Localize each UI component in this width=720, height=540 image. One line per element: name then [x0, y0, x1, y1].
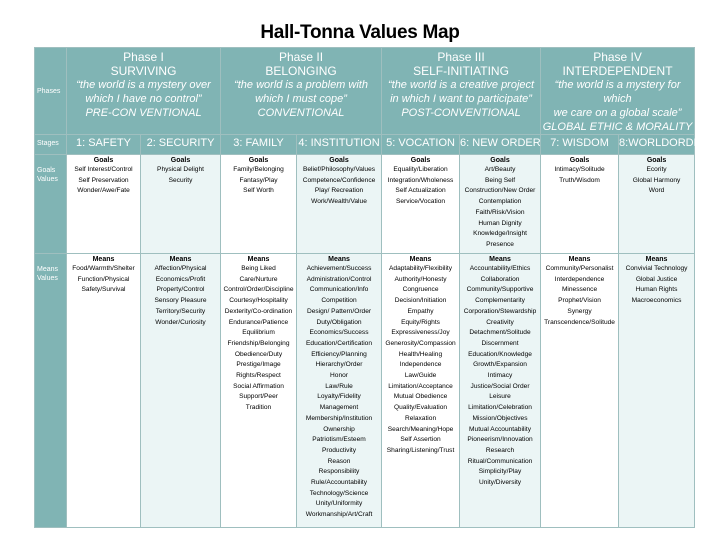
means-value: Ownership: [323, 425, 355, 433]
stage-header: 8:WORLDORDER: [619, 135, 695, 155]
goal-cell: [67, 155, 141, 254]
goal-cell: [382, 155, 460, 254]
means-cell: [297, 254, 382, 528]
goal-value: Family/Belonging: [233, 166, 284, 173]
goal-value: Equality/Liberation: [393, 166, 448, 173]
means-value: Empathy: [407, 307, 434, 315]
stage-header: 2: SECURITY: [141, 135, 221, 155]
means-value: Collaboration: [480, 275, 520, 283]
means-heading: Means: [328, 256, 350, 263]
means-value: Equilibrium: [242, 329, 275, 337]
goal-value: Belief/Philosophy/Values: [302, 166, 376, 173]
goal-heading: Goals: [93, 157, 114, 164]
means-value: Detachment/Solitude: [469, 329, 531, 337]
phase-quote: “the world is a problem with: [234, 79, 368, 91]
means-value: Patriotism/Esteem: [312, 436, 366, 444]
goal-cell: [619, 155, 695, 254]
means-value: Self Assertion: [400, 436, 441, 444]
phase-name: SURVIVING: [110, 64, 177, 78]
means-value: Ritual/Communication: [467, 457, 533, 465]
means-value: Rule/Accountability: [310, 479, 368, 487]
row-label-phases: [35, 48, 67, 135]
means-value: Productivity: [321, 446, 357, 454]
goal-value: Wonder/Awe/Fate: [77, 187, 130, 195]
means-value: Education/Certification: [306, 339, 373, 347]
means-cell: [541, 254, 619, 528]
means-value: Sharing/Listening/Trust: [386, 446, 455, 454]
means-value: Communication/Info: [309, 286, 369, 294]
means-value: Interdependence: [554, 275, 605, 283]
phase-number: Phase II: [279, 50, 324, 64]
phase-quote: which I must cope”: [255, 93, 347, 105]
means-value: Loyalty/Fidelity: [317, 393, 361, 401]
means-value: Hierarchy/Order: [315, 361, 363, 369]
goal-value: Play/ Recreation: [314, 187, 364, 195]
goal-value: Self Preservation: [78, 176, 129, 184]
goal-cell: [460, 155, 541, 254]
goal-value: Work/Wealth/Value: [311, 198, 367, 206]
means-value: Generosity/Compassion: [385, 339, 456, 347]
means-value: Control/Order/Discipline: [223, 286, 294, 294]
means-value: Affection/Physical: [154, 265, 207, 272]
means-value: Macroeconomics: [631, 297, 682, 305]
goal-value: Service/Vocation: [395, 198, 446, 206]
means-value: Being Liked: [241, 265, 276, 272]
means-value: Justice/Social Order: [470, 382, 530, 390]
goal-heading: Goals: [248, 157, 269, 164]
phase-quote: in which I want to participate”: [390, 93, 532, 105]
stage-header: 4: INSTITUTION: [297, 135, 382, 155]
means-value: Global Justice: [635, 275, 678, 283]
means-value: Prestige/Image: [236, 361, 281, 369]
phase-header: [67, 48, 221, 135]
values-map-table: [34, 47, 709, 528]
means-value: Human Rights: [635, 286, 678, 294]
goal-cell: [541, 155, 619, 254]
means-value: Friendship/Belonging: [227, 339, 290, 347]
goal-value: Knowledge/Insight: [473, 230, 527, 238]
means-heading: Means: [169, 256, 192, 263]
means-value: Economics/Success: [309, 329, 369, 337]
phase-level: PRE-CON VENTIONAL: [85, 107, 202, 119]
means-value: Synergy: [567, 307, 592, 315]
goal-value: Contemplation: [478, 198, 522, 206]
means-cell: [460, 254, 541, 528]
means-value: Convivial Technology: [625, 265, 688, 272]
means-heading: Means: [92, 256, 115, 263]
goal-value: Competence/Confidence: [302, 176, 376, 184]
means-value: Achievement/Success: [306, 265, 372, 272]
means-value: Growth/Expansion: [473, 361, 527, 369]
row-label-means-text: Means Values: [37, 266, 59, 282]
stages-row: [35, 135, 695, 155]
means-cell: [221, 254, 297, 528]
goal-cell: [141, 155, 221, 254]
means-value: Efficiency/Planning: [311, 350, 367, 358]
means-value: Complementarity: [475, 297, 525, 305]
means-value: Endurance/Patience: [228, 318, 289, 326]
phase-header: [382, 48, 541, 135]
phase-quote: “the world is a mystery for which: [554, 79, 681, 105]
means-value: Health/Healing: [398, 350, 443, 358]
means-value: Mutual Obedience: [393, 393, 448, 401]
means-value: Transcendence/Solitude: [544, 318, 615, 326]
means-value: Limitation/Acceptance: [388, 382, 453, 390]
means-value: Law/Guide: [404, 372, 437, 380]
goal-value: Presence: [486, 240, 514, 248]
means-value: Dexterity/Co-ordination: [224, 307, 293, 315]
means-value: Authority/Honesty: [394, 275, 447, 283]
means-value: Food/Warmth/Shelter: [72, 265, 135, 272]
means-value: Membership/Institution: [305, 414, 373, 422]
means-value: Duty/Obligation: [316, 318, 362, 326]
phase-quote: “the world is a creative project: [387, 79, 535, 91]
goal-cell: [221, 155, 297, 254]
goal-value: Security: [168, 176, 193, 184]
means-value: Independence: [399, 361, 442, 369]
phase-header: [541, 48, 695, 135]
means-value: Design/ Pattern/Order: [306, 307, 372, 315]
means-value: Corporation/Stewardship: [463, 307, 537, 315]
means-value: Limitation/Celebration: [468, 404, 532, 412]
goal-value: Ecority: [646, 166, 667, 173]
goal-value: Intimacy/Solitude: [554, 166, 605, 173]
means-value: Technology/Science: [309, 489, 369, 497]
phase-name: SELF-INITIATING: [413, 64, 509, 78]
goal-value: Word: [648, 187, 665, 195]
means-value: Safety/Survival: [81, 286, 126, 294]
means-heading: Means: [568, 256, 591, 263]
goal-heading: Goals: [569, 157, 590, 164]
means-value: Management: [319, 404, 359, 412]
means-value: Decision/Initiation: [394, 297, 447, 305]
row-label-phases-text: Phases: [37, 87, 61, 95]
means-cell: [619, 254, 695, 528]
goal-heading: Goals: [646, 157, 667, 164]
means-value: Congruence: [402, 286, 439, 294]
means-value: Wonder/Curiosity: [155, 318, 206, 326]
phase-number: Phase IV: [593, 50, 642, 64]
means-value: Community/Personalist: [545, 265, 614, 272]
page-title: Hall-Tonna Values Map: [260, 22, 460, 43]
phase-header: [221, 48, 382, 135]
means-value: Reason: [327, 457, 351, 465]
goal-value: Being Self: [485, 176, 516, 184]
means-value: Sensory Pleasure: [154, 297, 207, 305]
means-heading: Means: [247, 256, 270, 263]
means-value: Unity/Diversity: [478, 479, 522, 487]
means-value: Property/Control: [156, 286, 205, 294]
means-value: Creativity: [486, 318, 514, 326]
goal-heading: Goals: [490, 157, 510, 164]
means-value: Territory/Security: [155, 307, 206, 315]
means-heading: Means: [409, 256, 432, 263]
means-value: Simplicity/Play: [478, 468, 522, 476]
goal-heading: Goals: [410, 157, 431, 164]
means-value: Honor: [330, 372, 348, 380]
goal-value: Physical Delight: [157, 166, 204, 173]
means-value: Prophet/Vision: [558, 297, 601, 305]
goal-value: Self Worth: [243, 187, 274, 195]
means-value: Adaptability/Flexibility: [389, 265, 453, 272]
row-label-stages-text: Stages: [37, 140, 59, 147]
means-cell: [141, 254, 221, 528]
goal-heading: Goals: [170, 157, 191, 164]
means-row: [35, 254, 695, 528]
means-value: Function/Physical: [77, 275, 130, 283]
means-value: Responsibility: [318, 468, 360, 476]
means-value: Law/Rule: [325, 382, 353, 390]
goal-value: Art/Beauty: [484, 166, 516, 173]
row-label-means: [35, 254, 67, 528]
row-label-goals: [35, 155, 67, 254]
means-value: Quality/Evaluation: [393, 404, 448, 412]
means-value: Workmanship/Art/Craft: [305, 511, 373, 519]
goal-value: Truth/Wisdom: [559, 176, 600, 184]
phase-level: CONVENTIONAL: [257, 107, 345, 119]
goal-value: Self Interest/Control: [74, 166, 133, 173]
means-value: Support/Peer: [239, 393, 278, 401]
phases-row: [35, 48, 695, 135]
stage-header: 3: FAMILY: [221, 135, 297, 155]
goals-row: [35, 155, 695, 254]
phase-number: Phase I: [123, 50, 164, 64]
row-label-stages: [35, 135, 67, 155]
stage-header: 6: NEW ORDER: [460, 135, 541, 155]
means-value: Discernment: [481, 339, 519, 347]
means-value: Courtesy/Hospitality: [229, 297, 288, 305]
phase-number: Phase III: [437, 50, 485, 64]
means-value: Mutual Accountability: [469, 425, 531, 433]
means-value: Unity/Uniformity: [315, 500, 363, 508]
phase-level: GLOBAL ETHIC & MORALITY: [542, 121, 693, 133]
phase-level: POST-CONVENTIONAL: [401, 107, 521, 119]
means-value: Research: [485, 446, 515, 454]
means-value: Expressiveness/Joy: [391, 329, 450, 337]
means-value: Relaxation: [404, 414, 437, 422]
means-value: Competition: [321, 297, 357, 305]
means-value: Equity/Rights: [401, 318, 440, 326]
means-value: Obedience/Duty: [234, 350, 283, 358]
means-value: Mission/Objectives: [472, 414, 528, 422]
means-value: Education/Knowledge: [468, 350, 532, 358]
goal-value: Human Dignity: [478, 219, 522, 227]
goal-value: Construction/New Order: [464, 187, 536, 195]
goal-cell: [297, 155, 382, 254]
means-value: Pioneerism/Innovation: [467, 436, 533, 444]
means-value: Leisure: [489, 393, 511, 401]
goal-value: Integration/Wholeness: [387, 176, 454, 184]
means-value: Minessence: [561, 286, 598, 294]
goal-value: Self Actualization: [395, 187, 446, 195]
row-label-goals-text: Goals Values: [37, 167, 58, 183]
goal-value: Global Harmony: [632, 176, 681, 184]
means-value: Tradition: [245, 404, 272, 412]
goal-value: Faith/Risk/Vision: [475, 208, 525, 216]
stage-header: 1: SAFETY: [67, 135, 141, 155]
means-value: Care/Nurture: [239, 275, 278, 283]
phase-quote: “the world is a mystery over: [76, 79, 211, 91]
means-value: Social Affirmation: [233, 382, 284, 390]
means-cell: [382, 254, 460, 528]
means-value: Search/Meaning/Hope: [387, 425, 454, 433]
means-value: Administration/Control: [306, 275, 372, 283]
stage-header: 7: WISDOM: [541, 135, 619, 155]
goal-value: Fantasy/Play: [239, 176, 278, 184]
phase-name: INTERDEPENDENT: [562, 64, 673, 78]
phase-name: BELONGING: [265, 64, 337, 78]
means-value: Accountability/Ethics: [469, 265, 531, 272]
means-value: Economics/Profit: [155, 275, 206, 283]
means-heading: Means: [489, 256, 511, 263]
means-cell: [67, 254, 141, 528]
phase-quote: which I have no control”: [85, 93, 202, 105]
phase-quote: we care on a global scale”: [553, 107, 682, 119]
means-heading: Means: [645, 256, 668, 263]
stage-header: 5: VOCATION: [382, 135, 460, 155]
means-value: Intimacy: [487, 372, 513, 380]
goal-heading: Goals: [329, 157, 349, 164]
means-value: Community/Supportive: [466, 286, 534, 294]
means-value: Rights/Respect: [236, 372, 281, 380]
